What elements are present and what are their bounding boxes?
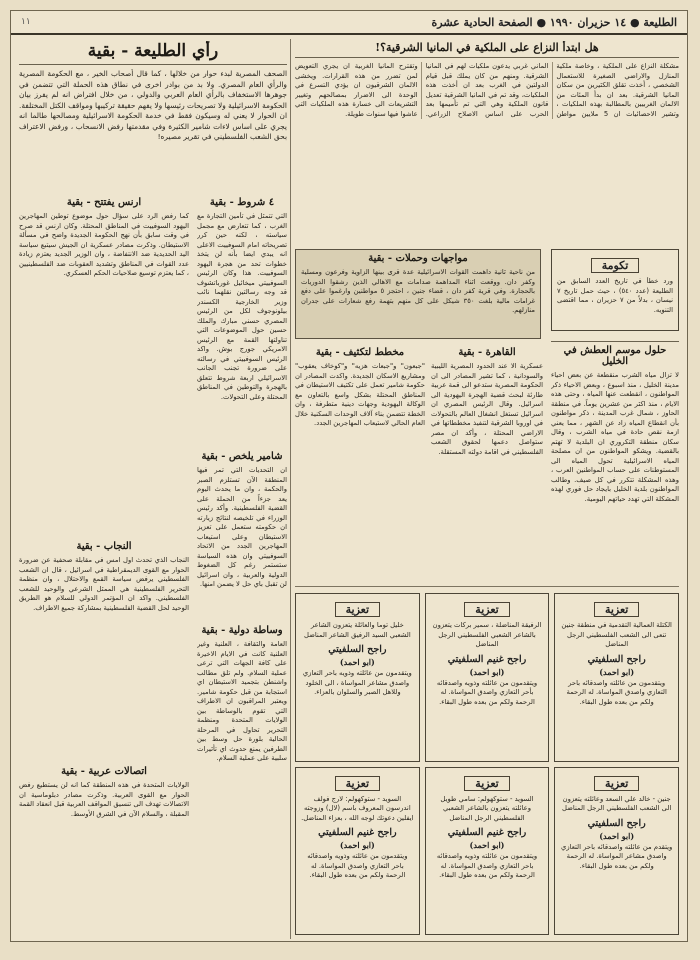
correction-box [551, 249, 679, 331]
section-rule [295, 586, 679, 587]
najjab-body: النجاب الذي تحدث اول امس في مقابلة صحفية عن ضرورة الحوار مع القوى الديمقراطية في اسرائيل ، قال ان الشعب الفلسطيني يرفض سياسة القمع والاحتلال ، وان منظمة التحرير الفلسطينية هي الممثل الشرعي والوحيد للشعب الفلسطيني. واكد ان المؤتمر الدولي للسلام هو الطريق الوحيد لحل القضية الفلسطينية بمشاركة جميع الاطراف. [19, 556, 189, 612]
condolence-title: تعزية [594, 776, 639, 791]
cairo-body: عسكرية الا عند الحدود المصرية الليبية والسودانية ، كما تشير المصادر الى ان الحكومة المصرية ستدعو الى قمة عربية طارئة لبحث قضية الهجرة اليهودية الى اسرائيل. وقال الرئيس المصري ان اسرائيل تستغل انشغال العالم بالتحولات في اوروبا الشرقية لتنفيذ مخططاتها في الاراضي المحتلة ، وأكد ان مصر ستواصل دعمها لحقوق الشعب الفلسطيني في اقامة دولته المستقلة. [431, 362, 543, 456]
confrontations-title: مواجهات وحملات - بقية [368, 253, 468, 264]
column-rule [290, 39, 291, 939]
mediation-title: وساطة دولية - بقية [201, 625, 283, 636]
settlement-plan-body: "جبعون" و"جبعات هزيه" و"كوخاف يعقوب" ومشاريع الاسكان الجديدة. واكدت المصادر ان حكومة شامير تعمل على تكثيف الاستيطان في المناطق المحتلة بشكل واسع بالتعاون مع الوكالة اليهودية وجهات دينية متطرفة ، وان الخطة تتضمن بناء آلاف الوحدات السكنية خلال العام الحالي لاستيعاب المهاجرين الجدد. [295, 362, 425, 427]
deceased-name: راجح السلفيتي [328, 644, 387, 655]
condolences-section [295, 593, 679, 935]
condolence-title: تعزية [464, 602, 509, 617]
editorial-body: الصحف المصرية لبدء حوار من خلالها ، كما قال أصحاب الخير ، مع الحكومة المصرية والرأي العام المصري. ولا بد من بوادر اخرى في نطاق هذه الحملة التي تتضمن في جوهرها الاستخفاف بالرأي العام العربي والدولي ، من خلال افتراض انه لم يفرز بيان الحكومة الاسرائيلية ولا تصريحات رئيسها ولا يفهم حقيقة تركيبها ومواقف الكتل المختلفة. ان الحوار لا يعني له وسيكون فقط في خدمة الحكومة الاسرائيلية ومصالحها طالما انه يجري على اساس لاءات شامير الكثيرة وفي مقدمتها رفض الانسحاب ، ورفض الاعتراف بحق الشعب الفلسطيني في تقرير مصيره! [19, 69, 287, 141]
arens-article [19, 197, 189, 537]
deceased-nickname: (ابو احمد) [339, 657, 375, 667]
deceased-name: راجح غنيم السلفيتي [447, 827, 527, 838]
arens-title: ارنس يفتتح - بقية [66, 197, 142, 208]
mediation-body: العامة والثقافة ، العلنية وغير العلنية كانت في الايام الاخيرة على كافة الجهات التي ترعى عملية السلام. ولم تلق مطالب واشنطن بتجميد الاستيطان اي استجابة من قبل حكومة شامير. ويعتبر المراقبون ان الاطراف التي تقوم بالوساطة بين الولايات المتحدة ومنظمة التحرير تحاول في المرحلة الحالية بلورة حل وسط بين الطرفين يمنع حدوث اي تأثيرات سلبية على عملية السلام. [197, 640, 287, 762]
condolence-body: جنين - خالد علي السعد وعائلته يتعزون الى الشعب الفلسطيني الرجل المناضل [562, 794, 672, 812]
editorial-article [19, 41, 287, 191]
arens-body: كما رفض الرد على سؤال حول موضوع توطين المهاجرين اليهود السوفييت في المناطق المحتلة. وكان ارنس قد صرح في وقت سابق بأن نهج الحكومة الجديدة واضح في مسألة الاستيطان. وذكرت مصادر عسكرية ان الجيش سيتبع سياسة اليد الحديدية ضد الانتفاضة ، وان الوزير الجديد يعتزم زيادة عدد القوات في المناطق وتشديد العقوبات ضد الفلسطينيين ، كما يعتزم توسيع صلاحيات الحكم العسكري. [19, 212, 189, 277]
condolence-closing: ويتقدمون من عائلته واصدقائه باحر التعازي واصدق المواساة. له الرحمة ولكم من بعده طول البقاء. [566, 678, 667, 706]
deceased-name: راجح غنيم السلفيتي [447, 653, 527, 665]
correction-body: ورد خطأ في تاريخ العدد السابق من الطليعة (عدد ٥٤٠) ، حيث حمل تاريخ ٧ نيسان ، بدلاً من ٧ حزيران ، مما اقتضى التنويه. [557, 277, 673, 314]
deceased-nickname: (ابو احمد) [599, 830, 635, 841]
settlement-plan-title: مخطط لتكثيف - بقية [315, 347, 405, 358]
condolence-closing: ويتقدمون من عائلته وذويه واصدقائه باحر التعازي واصدق المواساة. له الرحمة ولكم من بعده طول البقاء. [436, 852, 538, 879]
deceased-name: راجح السلفيتي [587, 653, 646, 665]
shamir-article [197, 451, 287, 621]
confrontations-article [295, 249, 541, 339]
deceased-name: راجح غنيم السلفيتي [318, 827, 397, 838]
four-conditions-title: ٤ شروط - بقية [209, 197, 275, 208]
shamir-body: ان التحديات التي تمر فيها المنطقة الآن تستلزم الصبر والحكمة ، وان ما يحدث اليوم يعد جزءاً من الحملة على القضية الفلسطينية. وأكد رئيس الوزراء في تلخيصه لنتائج زيارته ان حكومته ستعمل على تعزيز الاستيطان وعلى استيعاب المهاجرين الجدد من الاتحاد السوفييتي وان هذه السياسة ستستمر رغم كل الضغوط الدولية والعربية ، وان اسرائيل لن تقبل باي حل لا يضمن امنها. [197, 466, 287, 588]
condolence-notice [295, 767, 420, 936]
germany-article [295, 41, 679, 241]
condolence-closing: ويتقدمون من عائلته وذويه واصدقائه باحر التعازي واصدق المواساة. له الرحمة ولكم من بعده طول البقاء. [307, 852, 408, 879]
confrontations-body: من ناحية ثانية داهمت القوات الاسرائيلية عدة قرى بينها الزاوية وفرعون ومسلية وكفر دان. ووقعت اثناء المداهمة صدامات مع الاهالي الذين رشقوا الدوريات بالحجارة. وفي قرية كفر دان ، قضاء جنين ، احتجز ٥ مواطنين وارغموا على دفع غرامات مالية بلغت ٣٥٠ شيكل على كل منهم بتهمة رفع شعارات على جدران منازلهم. [301, 268, 535, 314]
thirst-body: لا تزال مياه الشرب منقطعة عن بعض احياء مدينة الخليل ، منذ اسبوع ، وبعض الاحياء ذكر المواطنون ، انقطعت عنها المياه ، وحتى هذه الايام ، منذ اكثر من عشرين يوماً. في منطقة الحاوز ، شمال غرب المدينة ، ذكر مواطنون بأن انقطاع المياه زاد عن الشهر ، مما يعني ازمة نقص حادة في مياه الشرب ، وقال سكان منطقة التكروري ان البلدية لا تهتم بالقضية. ويشكو المواطنون من ان مصلحة المياه الاسرائيلية تحول المياه الى المستوطنات على حساب المواطنين العرب ، وهذه المشكلة تتكرر في كل صيف. وطالب المواطنون بلدية الخليل بايجاد حل فوري لهذه المشكلة التي تهدد حياتهم اليومية. [551, 371, 679, 503]
condolence-body: خليل توما والعائلة يتعزون الشاعر الشعبي السيد الرفيق الشاعر المناضل [303, 621, 411, 639]
deceased-nickname: (ابو احمد) [599, 666, 635, 677]
najjab-article [19, 541, 189, 761]
arab-contacts-title: اتصالات عربية - بقية [61, 766, 147, 777]
condolence-body: الرفيقة المناضلة ، سمير بركات يتعزون بالشاعر الشعبي الفلسطيني الرجل المناضل [432, 621, 542, 648]
four-conditions-body: التي تتمثل في تأمين التجارة مع الغرب ، كما تتعارض مع مجمل سياسته ، لكنه حين كرر تصريحاته امام السوفييت الاعلى انه يبدي ايضا بأنه لن يتخذ خطوات تحد من هجرة اليهود السوفييت. هذا وكان الرئيس السوفييتي ميخائيل غورباتشوف قد وجه رسالتين نقلهما نائب وزير الخارجية الكسندر بيلونوجوف لكل من الرئيس المصري حسني مبارك والملك حسين حول الموضوعات التي تناولتها القمة مع الرئيس الامريكي جورج بوش. واكد الرئيس السوفييتي في رسالته على ضرورة تجنب الجانب الاسرائيلي اربعة شروط تتعلق بالهجرة والتوطين في المناطق المحتلة وعلى التحولات. [197, 212, 287, 401]
deceased-nickname: (ابو احمد) [469, 840, 505, 850]
condolence-notice [295, 593, 420, 762]
newspaper-page [10, 10, 688, 942]
condolence-body: السويد - ستوكهولم: سامي طويل وعائلته يتعزون بالشاعر الشعبي الفلسطيني الرجل المناضل [440, 794, 534, 822]
condolence-closing: ويتقدم من عائلته واصدقائه باحر التعازي واصدق مشاعر المواساة. له الرحمة ولكم من بعده طول البقاء. [561, 842, 673, 870]
condolence-title: تعزية [335, 776, 380, 791]
cairo-title: القاهرة - بقية [458, 347, 516, 358]
najjab-title: النجاب - بقية [76, 541, 132, 552]
condolence-notice [554, 767, 679, 936]
page-header [11, 11, 687, 35]
editorial-title: رأي الطليعة - بقية [19, 41, 287, 65]
germany-body: مشكلة النزاع على الملكية ، وخاصة ملكية المنازل والاراضي الصغيرة للاستعمال الشخصي ، أخذت تقلق الكثيرين من سكان المانيا الشرقية. بعد ان بدأ المئات من الالمان الغربيين بالمطالبة بهذه الملكيات ، وتشير الاحصائيات ان 5 ملايين مواطن الماني غربي يدعون ملكيات لهم في المانيا الشرقية. ومنهم من كان يملك قبل قيام الدولتين في الغرب بعد ان أخذت هذه الملكيات، وقد تم في المانيا الشرقية تعديل قانون الملكية وهي التي تم تأميمها بعد الحرب على اساس الاصلاح الزراعي. وتقترح المانيا الغربية ان يجري التعويض لمن تضرر من هذه القرارات. ويخشى الالمان الشرقيون ان يؤدي التسرع في الوحدة الى الاضرار بمصالحهم وتغيير التشريعات الى خسارة هذه الملكيات التي عاشوا فيها سنوات طويلة. [295, 62, 679, 118]
condolence-notice [425, 767, 550, 936]
page-number: ١١ [21, 17, 31, 27]
deceased-nickname: (ابو احمد) [469, 666, 505, 677]
condolence-title: تعزية [594, 602, 639, 617]
arab-contacts-body: الولايات المتحدة في هذه المنطقة كما انه لن يستطيع رفض الحوار مع القوى العربية. وذكرت مصادر دبلوماسية ان الاتصالات تهدف الى تنسيق المواقف العربية قبل انعقاد القمة المقبلة ، والسلام الآن في الشرق الأوسط. [19, 781, 189, 818]
arab-contacts-article [19, 766, 189, 936]
thirst-title: حلول موسم العطش في الخليل [551, 341, 679, 367]
condolence-body: الكتلة العمالية التقدمية في منطقة جنين تنعى الى الشعب الفلسطيني الرجل المناضل [561, 621, 672, 648]
deceased-name: راجح السلفيتي [587, 817, 646, 829]
condolence-body: السويد - ستوكهولم: لارج فولف اندرسون المعروف باسم (لال) وزوجته ايفلين دعوتك لوجه الله ، بعزاء المناضل. [301, 794, 414, 822]
correction-title: تكومة [591, 258, 640, 273]
settlement-plan-article [295, 347, 425, 577]
condolence-closing: ويتقدمون من عائلته وذويه واصدقائه بأحر التعازي واصدق المواساة. له الرحمة ولكم من بعده طول البقاء. [436, 678, 538, 706]
condolence-notice [554, 593, 679, 762]
condolence-notice [425, 593, 550, 762]
germany-title: هل ابتدأ النزاع على الملكية في المانيا الشرقية؟! [295, 41, 679, 58]
thirst-article [551, 341, 679, 581]
cairo-article [431, 347, 543, 537]
deceased-nickname: (ابو احمد) [339, 840, 375, 850]
masthead: الطليعة ● ١٤ حزيران ١٩٩٠ ● الصفحة الحادية عشرة [431, 15, 677, 29]
shamir-title: شامير يلخص - بقية [201, 451, 283, 462]
mediation-article [197, 625, 287, 855]
condolence-title: تعزية [335, 602, 380, 617]
four-conditions-article [197, 197, 287, 447]
condolence-closing: ويتقدمون من عائلته وذويه باحر التعازي واصدق مشاعر المواساة ، الى الخلود وللاهل الصبر والسلوان بالعزاء. [302, 669, 412, 696]
condolence-title: تعزية [464, 776, 509, 791]
